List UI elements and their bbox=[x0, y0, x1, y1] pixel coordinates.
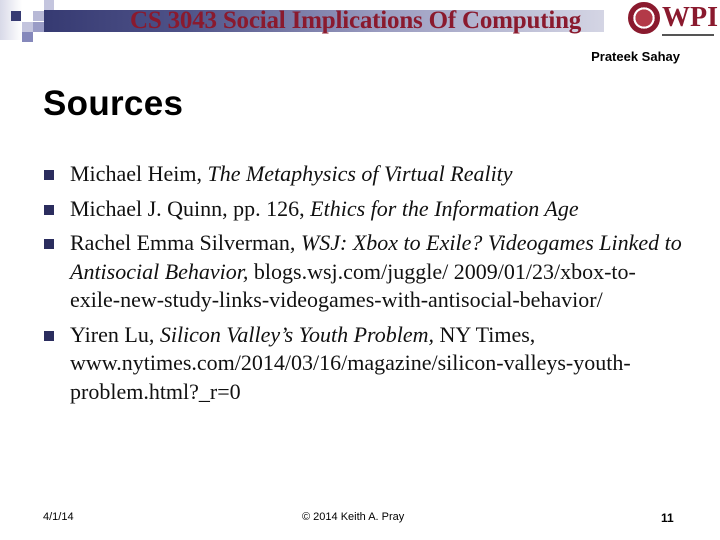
presenter-name: Prateek Sahay bbox=[591, 49, 680, 64]
wpi-logo bbox=[628, 2, 716, 36]
source-author: Yiren Lu, bbox=[70, 321, 160, 347]
footer-copyright: © 2014 Keith A. Pray bbox=[302, 511, 405, 523]
list-item bbox=[44, 229, 684, 315]
source-title: Ethics for the Information Age bbox=[310, 195, 579, 221]
seal-icon bbox=[628, 2, 660, 34]
decorative-square bbox=[44, 0, 54, 10]
slide-title: Sources bbox=[43, 84, 184, 123]
logo-rule bbox=[662, 34, 714, 36]
source-author: Rachel Emma Silverman, bbox=[70, 230, 301, 255]
sources-list bbox=[44, 160, 684, 412]
page-number: 11 bbox=[661, 511, 674, 525]
decorative-square bbox=[33, 11, 44, 21]
source-link[interactable]: blogs.wsj.com/juggle/ 2009/01/23/xbox-to-exile-new-study-links-videogames-with-antisocial-behavior/ bbox=[70, 258, 636, 312]
decorative-square bbox=[22, 32, 33, 42]
course-title: CS 3043 Social Implications Of Computing bbox=[130, 7, 582, 34]
decorative-square bbox=[33, 22, 44, 32]
decorative-square bbox=[22, 22, 33, 32]
square-bullet-icon bbox=[44, 170, 54, 180]
square-bullet-icon bbox=[44, 331, 54, 341]
list-item bbox=[44, 195, 684, 224]
source-author: Michael Heim, bbox=[70, 161, 208, 186]
footer-date: 4/1/14 bbox=[43, 511, 74, 523]
logo-text: WPI bbox=[662, 2, 718, 33]
source-title: The Metaphysics of Virtual Reality bbox=[207, 161, 513, 186]
source-author: Michael J. Quinn, pp. 126, bbox=[70, 195, 311, 221]
square-bullet-icon bbox=[44, 205, 54, 215]
list-item bbox=[44, 321, 684, 407]
source-title: Silicon Valley’s Youth Problem, bbox=[159, 321, 435, 347]
list-item bbox=[44, 160, 684, 189]
source-link[interactable]: NY Times, www.nytimes.com/2014/03/16/magazine/silicon-valleys-youth-problem.html?_r=0 bbox=[70, 321, 631, 404]
square-bullet-icon bbox=[44, 239, 54, 249]
decorative-square bbox=[11, 11, 21, 21]
source-title: WSJ: Xbox to Exile? Videogames Linked to Antisocial Behavior, bbox=[70, 230, 682, 284]
